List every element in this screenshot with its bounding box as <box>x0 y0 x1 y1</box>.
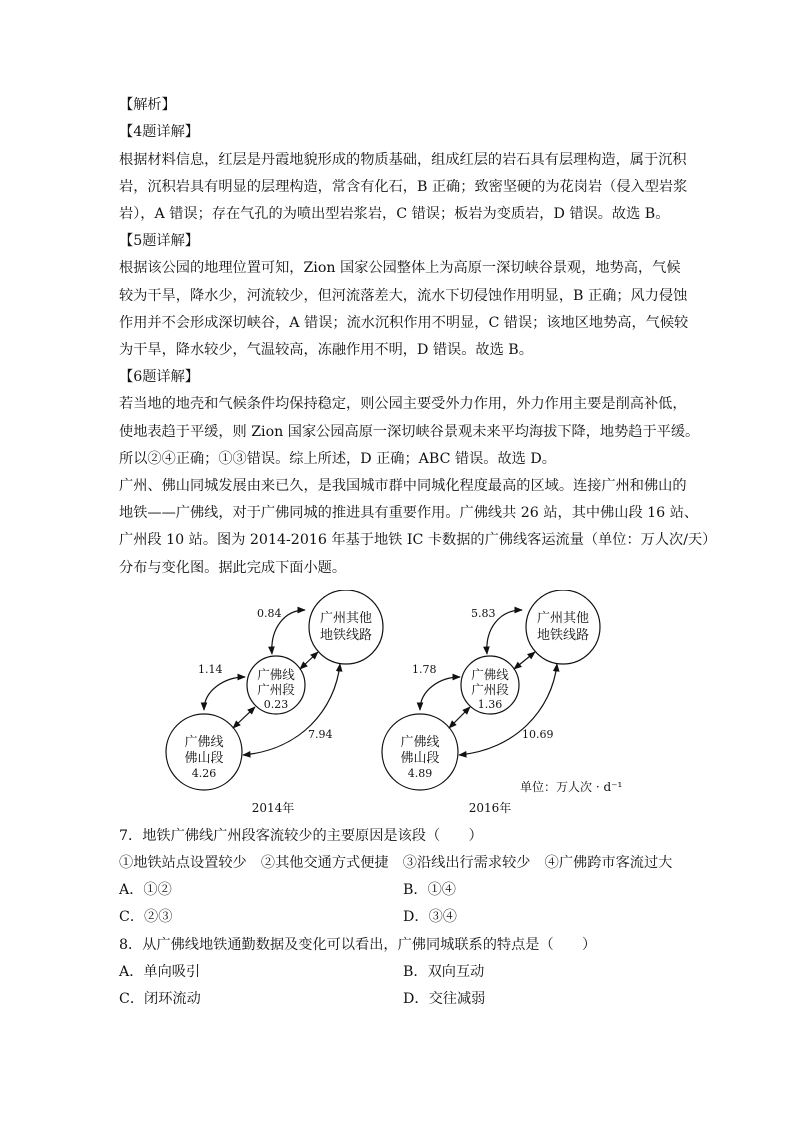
node-other-label-1: 广州其他 <box>536 611 590 626</box>
value-fs-other: 10.69 <box>522 728 554 741</box>
arrow-gz-other-direct <box>514 652 535 669</box>
q4-line-2: 岩，沉积岩具有明显的层理构造，常含有化石，B 正确；致密坚硬的为花岗岩（侵入型岩浆 <box>119 179 688 195</box>
arrow-fs-gz-direct <box>233 707 255 728</box>
node-other-lines-2016 <box>526 590 600 664</box>
value-fs-other: 7.94 <box>308 728 333 741</box>
q8-option-d[interactable]: D．交往减弱 <box>403 991 486 1007</box>
arrow-gz-other-direct <box>300 652 318 669</box>
q5-line-4: 为干旱，降水较少，气温较高，冻融作用不明，D 错误。故选 B。 <box>119 342 533 358</box>
node-other-lines-2014 <box>309 590 383 664</box>
q8-stem: 8．从广佛线地铁通勤数据及变化可以看出，广佛同城联系的特点是（ ） <box>119 937 597 953</box>
material-line-4: 分布与变化图。据此完成下面小题。 <box>119 560 347 576</box>
node-fs-label-1: 广佛线 <box>400 735 440 750</box>
node-other-label-2: 地铁线路 <box>536 628 590 643</box>
q7-option-d[interactable]: D．③④ <box>403 909 457 925</box>
q7-stem: 7．地铁广佛线广州段客流较少的主要原因是该段（ ） <box>119 828 483 844</box>
q6-line-2: 使地表趋于平缓，则 Zion 国家公园高原一深切峡谷景观未来平均海拔下降，地势趋于平缓。 <box>119 424 700 440</box>
q7-items: ①地铁站点设置较少 ②其他交通方式便捷 ③沿线出行需求较少 ④广佛跨市客流过大 <box>119 855 673 871</box>
q7-option-b[interactable]: B．①④ <box>403 882 456 898</box>
value-gz-other: 0.84 <box>257 607 282 620</box>
panel-2014 <box>166 590 383 815</box>
q4-heading: 【4题详解】 <box>119 124 199 140</box>
q6-line-1: 若当地的地壳和气候条件均保持稳定，则公园主要受外力作用，外力作用主要是削高补低， <box>119 396 687 412</box>
q7-option-c[interactable]: C．②③ <box>119 909 173 925</box>
analysis-heading: 【解析】 <box>119 97 176 113</box>
value-fs-gz: 1.14 <box>198 663 223 676</box>
arrow-fs-gz-direct <box>449 707 470 728</box>
node-fs-label-2: 佛山段 <box>184 751 224 766</box>
value-fs-gz: 1.78 <box>412 663 437 676</box>
q5-line-1: 根据该公园的地理位置可知，Zion 国家公园整体上为高原一深切峡谷景观，地势高，气候 <box>119 260 681 276</box>
year-2016: 2016年 <box>468 801 512 815</box>
q8-option-a[interactable]: A．单向吸引 <box>119 964 201 980</box>
value-gz-other: 5.83 <box>471 607 496 620</box>
q6-line-3: 所以②④正确；①③错误。综上所述，D 正确；ABC 错误。故选 D。 <box>119 451 556 467</box>
arrow-fs-gz-curve <box>204 677 245 710</box>
node-gz-value: 1.36 <box>477 698 503 711</box>
q5-line-2: 较为干旱，降水少，河流较少，但河流落差大，流水下切侵蚀作用明显，B 正确；风力侵蚀 <box>119 288 688 304</box>
q8-option-c[interactable]: C．闭环流动 <box>119 991 201 1007</box>
q8-option-b[interactable]: B．双向互动 <box>403 964 485 980</box>
node-fs-value: 4.26 <box>191 767 217 780</box>
node-gz-label-2: 广州段 <box>471 682 509 697</box>
q6-heading: 【6题详解】 <box>119 369 199 385</box>
node-gz-value: 0.23 <box>263 698 289 711</box>
q5-line-3: 作用并不会形成深切峡谷，A 错误；流水沉积作用不明显，C 错误；该地区地势高，气候较 <box>119 315 689 331</box>
node-gz-label-1: 广佛线 <box>257 667 295 682</box>
q7-option-a[interactable]: A．①② <box>119 882 172 898</box>
q4-line-3: 岩），A 错误；存在气孔的为喷出型岩浆岩，C 错误；板岩为变质岩，D 错误。故选 B。 <box>119 206 670 222</box>
node-other-label-2: 地铁线路 <box>319 628 373 643</box>
node-gz-label-2: 广州段 <box>257 682 295 697</box>
passenger-flow-diagram <box>0 590 794 825</box>
node-fs-value: 4.89 <box>407 767 433 780</box>
node-gz-label-1: 广佛线 <box>471 667 509 682</box>
q4-line-1: 根据材料信息，红层是丹霞地貌形成的物质基础，组成红层的岩石具有层理构造，属于沉积 <box>119 152 687 168</box>
material-line-3: 广州段 10 站。图为 2014-2016 年基于地铁 IC 卡数据的广佛线客运流量（单位：万人次/天） <box>119 532 717 548</box>
q5-heading: 【5题详解】 <box>119 233 199 249</box>
node-other-label-1: 广州其他 <box>319 611 373 626</box>
material-line-1: 广州、佛山同城发展由来已久，是我国城市群中同城化程度最高的区域。连接广州和佛山的 <box>119 478 687 494</box>
node-fs-label-2: 佛山段 <box>400 751 440 766</box>
arrow-fs-gz-curve <box>420 677 460 710</box>
year-2014: 2014年 <box>251 801 295 815</box>
material-line-2: 地铁——广佛线，对于广佛同城的推进具有重要作用。广佛线共 26 站，其中佛山段 16 站、 <box>119 505 699 521</box>
node-fs-label-1: 广佛线 <box>184 735 224 750</box>
unit-label: 单位：万人次 · d⁻¹ <box>520 780 623 794</box>
